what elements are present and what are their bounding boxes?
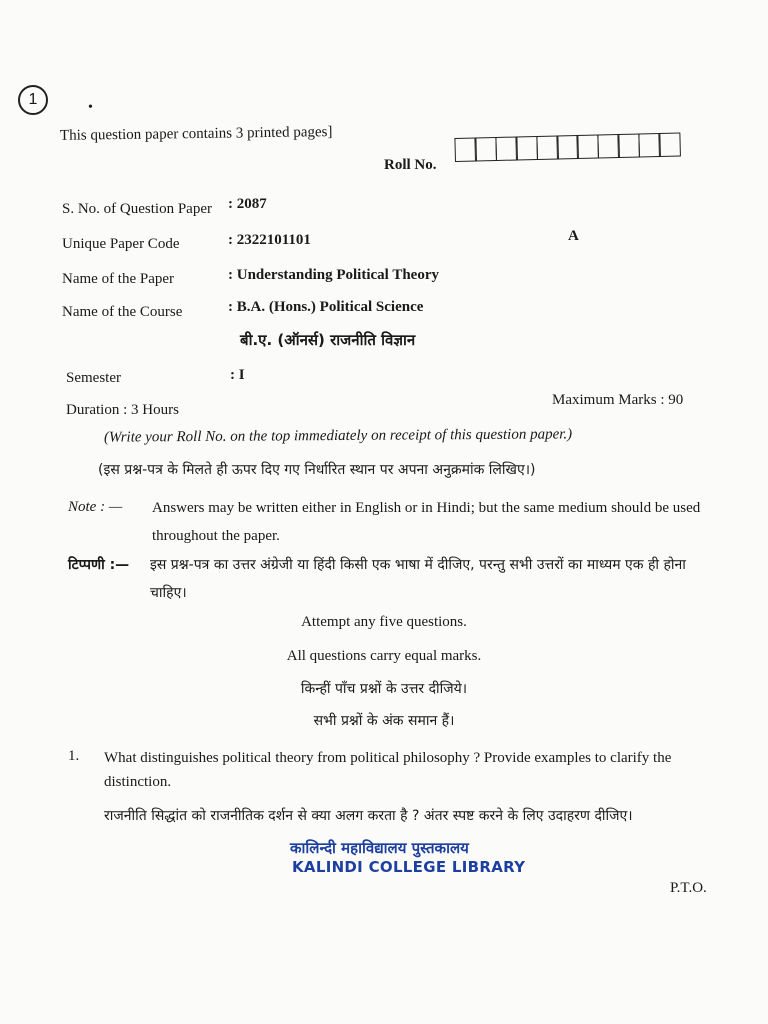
- roll-no-label: Roll No.: [384, 157, 437, 173]
- question-text-english: What distinguishes political theory from political philosophy ? Provide examples to clarify the distinction.: [104, 750, 672, 790]
- page-marker-circle: 1: [18, 85, 48, 115]
- field-value-semester: : I: [230, 367, 245, 383]
- stray-dot: •: [88, 100, 93, 115]
- roll-no-box[interactable]: [516, 136, 539, 161]
- field-value-paper-code: : 2322101101: [228, 232, 311, 248]
- library-stamp-hindi: कालिन्दी महाविद्यालय पुस्तकालय: [290, 839, 469, 857]
- roll-no-box[interactable]: [577, 134, 600, 159]
- roll-no-box[interactable]: [597, 134, 620, 159]
- roll-no-box[interactable]: [638, 133, 661, 158]
- roll-no-box[interactable]: [658, 132, 681, 157]
- roll-no-box[interactable]: [495, 136, 518, 161]
- tippani-text: इस प्रश्न-पत्र का उत्तर अंग्रेजी या हिंदी किसी एक भाषा में दीजिए, परन्तु सभी उत्तरों का माध्यम एक ही होना चाहिए।: [150, 557, 686, 601]
- roll-no-box[interactable]: [536, 135, 559, 160]
- note-label: Note : —: [68, 499, 123, 515]
- equal-marks-english: All questions carry equal marks.: [286, 648, 482, 664]
- field-label-semester: Semester: [66, 370, 121, 386]
- note-text: Answers may be written either in English or in Hindi; but the same medium should be used throughout the paper.: [152, 500, 701, 544]
- field-label-paper-code: Unique Paper Code: [62, 236, 180, 252]
- field-value-course-name: : B.A. (Hons.) Political Science: [228, 299, 424, 315]
- equal-marks-hindi: सभी प्रश्नों के अंक समान हैं।: [313, 713, 455, 729]
- attempt-instruction-hindi: किन्हीं पाँच प्रश्नों के उत्तर दीजिये।: [300, 681, 468, 697]
- pto-footer: P.T.O.: [670, 880, 707, 896]
- roll-instruction-english: (Write your Roll No. on the top immediately on receipt of this question paper.): [103, 426, 573, 446]
- roll-no-box[interactable]: [618, 133, 641, 158]
- field-label-serial-no: S. No. of Question Paper: [62, 201, 212, 217]
- attempt-instruction-english: Attempt any five questions.: [301, 614, 467, 630]
- paper-set-marker: A: [568, 228, 579, 244]
- question-number: 1.: [68, 748, 80, 764]
- roll-instruction-hindi: (इस प्रश्न-पत्र के मिलते ही ऊपर दिए गए निर्धारित स्थान पर अपना अनुक्रमांक लिखिए।): [98, 462, 536, 478]
- roll-no-boxes[interactable]: [454, 133, 679, 162]
- field-label-paper-name: Name of the Paper: [62, 271, 175, 287]
- library-stamp-english: KALINDI COLLEGE LIBRARY: [292, 858, 526, 876]
- field-value-paper-name: : Understanding Political Theory: [228, 267, 439, 283]
- roll-no-box[interactable]: [475, 137, 498, 162]
- tippani-label: टिप्पणी :—: [68, 557, 130, 573]
- roll-no-box[interactable]: [556, 135, 579, 160]
- question-text-hindi: राजनीति सिद्धांत को राजनीतिक दर्शन से क्या अलग करता है ? अंतर स्पष्ट करने के लिए उदाहरण दीजिए।: [104, 808, 633, 824]
- pages-header: This question paper contains 3 printed pages]: [59, 124, 333, 144]
- field-label-course-name: Name of the Course: [62, 304, 183, 320]
- roll-no-box[interactable]: [454, 137, 477, 162]
- field-value-serial-no: : 2087: [228, 196, 267, 212]
- maximum-marks: Maximum Marks : 90: [552, 392, 684, 408]
- course-name-hindi: बी.ए. (ऑनर्स) राजनीति विज्ञान: [240, 331, 416, 349]
- duration: Duration : 3 Hours: [66, 402, 179, 418]
